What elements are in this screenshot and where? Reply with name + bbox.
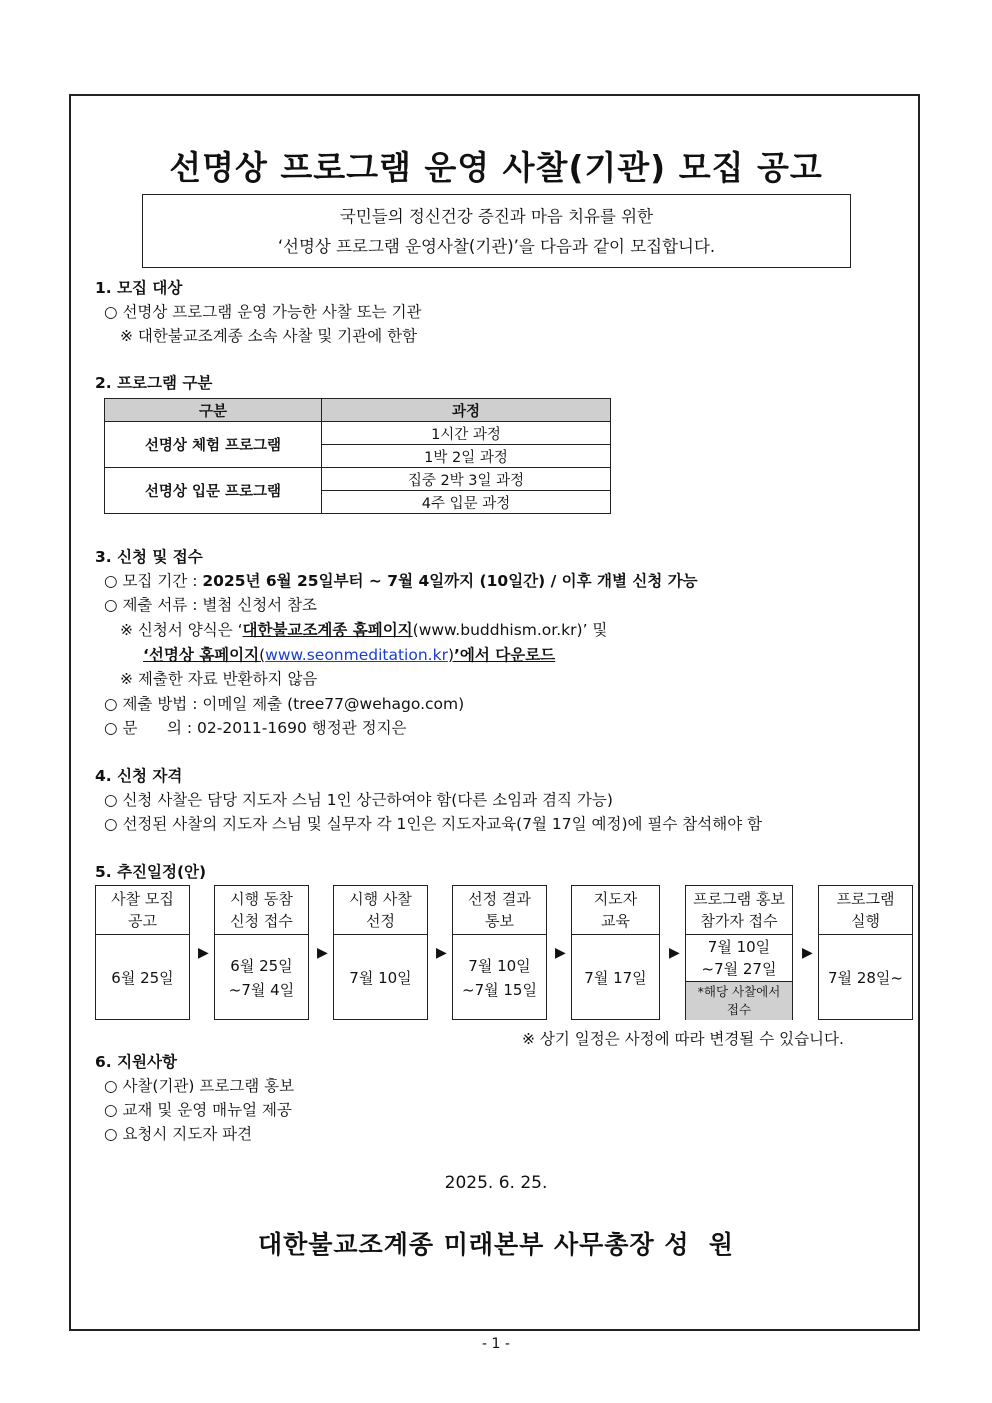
- step-note: *해당 사찰에서: [697, 984, 781, 999]
- arrow-right-icon: ▶: [802, 945, 813, 961]
- sec3-form-note-2: [143, 643, 555, 665]
- schedule-step-2: [214, 885, 309, 1020]
- page-title: 선명상 프로그램 운영 사찰(기관) 모집 공고: [169, 148, 823, 187]
- step-date: ~7월 4일: [228, 980, 295, 999]
- schedule-step-4: [452, 885, 547, 1020]
- sec4-item-1: ○ 신청 사찰은 담당 지도자 스님 1인 상근하여야 함(다른 소임과 겸직 가능): [104, 791, 613, 809]
- sec3-no-return: ※ 제출한 자료 반환하지 않음: [120, 670, 318, 688]
- arrow-right-icon: ▶: [317, 945, 328, 961]
- form-site-1[interactable]: 대한불교조계종 홈페이지: [242, 621, 413, 639]
- step-title-line: 선정 결과: [468, 890, 531, 908]
- intro-box: [142, 194, 851, 268]
- sec3-contact: ○ 문 의 : 02-2011-1690 행정관 정지은: [104, 719, 407, 737]
- arrow-right-icon: ▶: [555, 945, 566, 961]
- sec3-method: ○ 제출 방법 : 이메일 제출 (tree77@wehago.com): [104, 695, 465, 713]
- step-title-line: 공고: [128, 912, 157, 930]
- step-title-line: 프로그램 홍보: [693, 890, 785, 908]
- sec1-note-1: ※ 대한불교조계종 소속 사찰 및 기관에 한함: [120, 327, 418, 345]
- step-title-line: 시행 동참: [230, 890, 293, 908]
- form-tail: ’에서 다운로드: [454, 646, 556, 664]
- intro-line-1: 국민들의 정신건강 증진과 마음 치유를 위한: [339, 207, 654, 226]
- program-table-header-course: 과정: [322, 399, 611, 422]
- step-title-line: 시행 사찰: [349, 890, 412, 908]
- section-2-heading: 2. 프로그램 구분: [95, 374, 213, 392]
- sec6-item-3: ○ 요청시 지도자 파견: [104, 1125, 253, 1143]
- step-title-line: 통보: [485, 912, 514, 930]
- schedule-step-1: [95, 885, 190, 1020]
- step-title-line: 사찰 모집: [111, 890, 174, 908]
- step-date: 7월 10일: [468, 956, 531, 975]
- step-date: 7월 17일: [584, 968, 647, 987]
- step-title-line: 지도자: [593, 890, 638, 908]
- schedule-step-7: [818, 885, 913, 1020]
- step-title-line: 프로그램: [836, 890, 895, 908]
- step-date: 7월 28일~: [828, 968, 903, 987]
- sec6-item-2: ○ 교재 및 운영 매뉴얼 제공: [104, 1101, 292, 1119]
- schedule-note: ※ 상기 일정은 사정에 따라 변경될 수 있습니다.: [522, 1030, 844, 1048]
- step-title-line: 선정: [366, 912, 395, 930]
- step-date: ~7월 27일: [701, 960, 777, 978]
- form-paren-close: ): [447, 646, 455, 664]
- seonmeditation-link[interactable]: www.seonmeditation.kr: [265, 646, 448, 664]
- section-3-heading: 3. 신청 및 접수: [95, 548, 203, 566]
- step-title-line: 신청 접수: [230, 912, 293, 930]
- intro-line-2: ‘선명상 프로그램 운영사찰(기관)’을 다음과 같이 모집합니다.: [277, 237, 716, 256]
- sec3-documents: ○ 제출 서류 : 별첨 신청서 참조: [104, 596, 318, 614]
- program-course: 1시간 과정: [322, 422, 611, 445]
- sec3-form-note-1: [120, 618, 607, 640]
- section-1-heading: 1. 모집 대상: [95, 279, 183, 297]
- sec4-item-2: ○ 선정된 사찰의 지도자 스님 및 실무자 각 1인은 지도자교육(7월 17일 예정)에 필수 참석해야 함: [104, 815, 763, 833]
- program-category-intro: 선명상 입문 프로그램: [105, 468, 322, 514]
- step-date: 6월 25일: [111, 968, 174, 987]
- signature: 대한불교조계종 미래본부 사무총장 성 원: [257, 1230, 735, 1259]
- form-url-1: (www.buddhism.or.kr)’ 및: [412, 621, 608, 639]
- program-table: [104, 398, 611, 514]
- form-paren-open: (: [259, 646, 266, 664]
- period-label: ○ 모집 기간 :: [104, 572, 203, 590]
- schedule-step-5: [571, 885, 660, 1020]
- step-note: 접수: [726, 1002, 752, 1017]
- page-number: - 1 -: [482, 1336, 510, 1352]
- period-value: 2025년 6월 25일부터 ~ 7월 4일까지 (10일간) / 이후 개별 신청 가능: [202, 572, 698, 590]
- step-date: 7월 10일: [349, 968, 412, 987]
- step-title-line: 실행: [851, 912, 880, 930]
- step-title-line: 교육: [601, 912, 630, 930]
- program-table-header-category: 구분: [105, 399, 322, 422]
- section-4-heading: 4. 신청 자격: [95, 767, 183, 785]
- step-date: 7월 10일: [707, 938, 771, 956]
- sec6-item-1: ○ 사찰(기관) 프로그램 홍보: [104, 1077, 295, 1095]
- form-site-2[interactable]: 선명상 홈페이지: [148, 646, 260, 664]
- step-date: 6월 25일: [230, 956, 293, 975]
- program-course: 4주 입문 과정: [322, 491, 611, 514]
- section-5-heading: 5. 추진일정(안): [95, 863, 207, 881]
- program-category-experience: 선명상 체험 프로그램: [105, 422, 322, 468]
- arrow-right-icon: ▶: [669, 945, 680, 961]
- sec1-item-1: ○ 선명상 프로그램 운영 가능한 사찰 또는 기관: [104, 303, 422, 321]
- program-course: 집중 2박 3일 과정: [322, 468, 611, 491]
- step-date: ~7월 15일: [462, 980, 537, 999]
- schedule-step-6: [685, 885, 793, 1020]
- arrow-right-icon: ▶: [436, 945, 447, 961]
- sec3-period: [104, 569, 698, 591]
- schedule-step-3: [333, 885, 428, 1020]
- step-title-line: 참가자 접수: [700, 912, 778, 930]
- section-6-heading: 6. 지원사항: [95, 1053, 177, 1071]
- form-note-prefix: ※ 신청서 양식은 ‘: [120, 621, 243, 639]
- program-course: 1박 2일 과정: [322, 445, 611, 468]
- arrow-right-icon: ▶: [198, 945, 209, 961]
- form-quote: ‘: [143, 646, 149, 664]
- issue-date: 2025. 6. 25.: [444, 1173, 548, 1193]
